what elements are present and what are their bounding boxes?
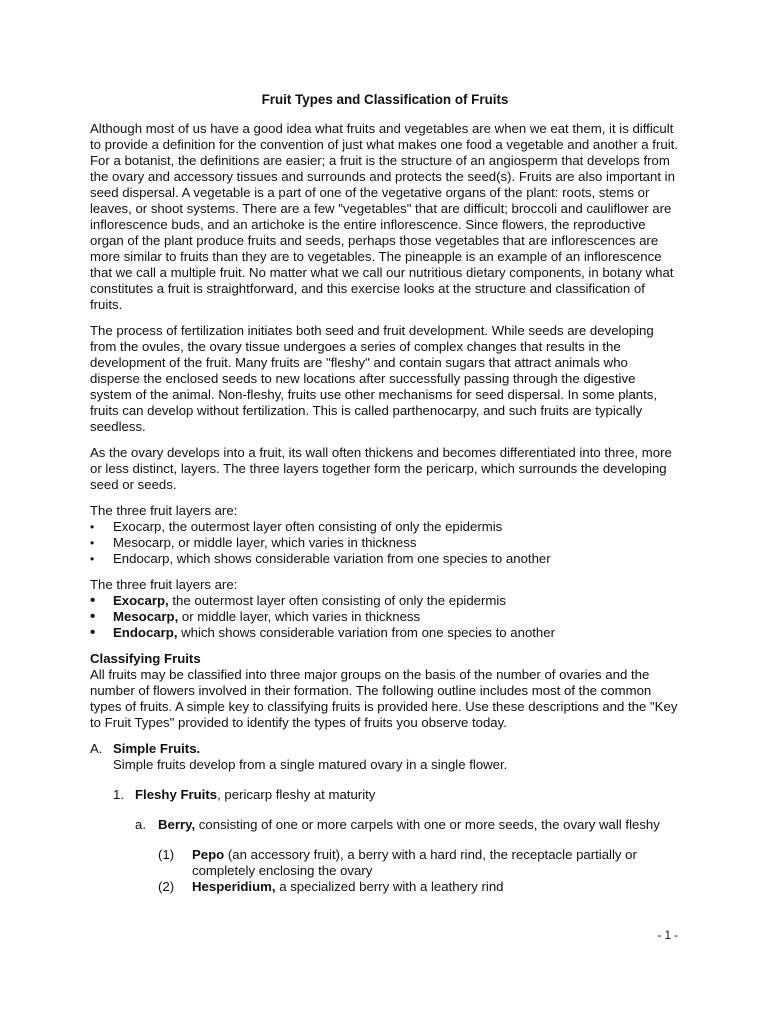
list-item: • Endocarp, which shows considerable variation from one species to another	[90, 624, 555, 641]
outline-item-hesperidium: (2) Hesperidium, a specialized berry with a leathery rind	[158, 879, 504, 894]
outline-item-berry: a. Berry, consisting of one or more carpels with one or more seeds, the ovary wall fleshy	[135, 817, 660, 832]
document-title: Fruit Types and Classification of Fruits	[261, 92, 509, 107]
list-item: • Mesocarp, or middle layer, which varies in thickness	[90, 535, 417, 550]
bullet-icon: •	[90, 608, 96, 625]
layers-list-intro-bold: The three fruit layers are:	[90, 577, 238, 592]
bullet-icon: •	[90, 624, 96, 641]
outline-label: a.	[135, 817, 146, 832]
fertilization-paragraph: The process of fertilization initiates both seed and fruit development. While seeds are developing from the ovules, the ovary tissue undergoes a series of complex changes that results in the development of the fruit. Many fruits are "fleshy" and contain sugars that attract animals who disperse the enclosed seeds to new locations after successfully passing through the digestive system of the animal. Non-fleshy, fruits use other mechanisms for seed dispersal. In some plants, fruits can develop without fertilization. This is called parthenocarpy, and such fruits are typically seedless.	[90, 323, 658, 434]
outline-label: (1)	[158, 847, 175, 862]
layers-list-bold	[90, 593, 680, 641]
section-description: Simple fruits develop from a single matured ovary in a single flower.	[113, 757, 508, 772]
intro-paragraph: Although most of us have a good idea what fruits and vegetables are when we eat them, it is difficult to provide a definition for the convention of just what makes one food a vegetable and another a fruit. For a botanist, the definitions are easier; a fruit is the structure of an angiosperm that develops from the ovary and accessory tissues and surrounds and protects the seed(s). Fruits are also important in seed dispersal. A vegetable is a part of one of the vegetative organs of the plant: roots, stems or leaves, or shoot systems. There are a few "vegetables" that are difficult; broccoli and cauliflower are inflorescence buds, and an artichoke is the entire inflorescence. Since flowers, the reproductive organ of the plant produce fruits and seeds, perhaps those vegetables that are inflorescences are more similar to fruits than they are to vegetables. The pineapple is an example of an inflorescence that we call a multiple fruit. No matter what we call our nutritious dietary components, in botany what constitutes a fruit is straightforward, and this exercise looks at the structure and classification of fruits.	[90, 121, 678, 312]
document-content	[90, 92, 680, 895]
list-item: • Exocarp, the outermost layer often consisting of only the epidermis	[90, 519, 503, 534]
bullet-icon: •	[90, 536, 95, 550]
layers-list-plain	[90, 519, 680, 567]
outline-label: (2)	[158, 879, 175, 894]
list-item: • Endocarp, which shows considerable variation from one species to another	[90, 551, 551, 566]
outline-item-pepo: (1) Pepo (an accessory fruit), a berry with a hard rind, the receptacle partially or completely enclosing the ovary	[158, 847, 637, 878]
classifying-heading: Classifying Fruits	[90, 651, 201, 666]
classifying-paragraph: All fruits may be classified into three major groups on the basis of the number of ovaries and the number of flowers involved in their formation. The following outline includes most of the common types of fruits. A simple key to classifying fruits is provided here. Use these descriptions and the "Key to Fruit Types" provided to identify the types of fruits you observe today.	[90, 667, 678, 730]
bullet-icon: •	[90, 592, 96, 609]
outline-label: 1.	[113, 787, 124, 802]
outline-section-a	[90, 741, 680, 773]
pericarp-paragraph: As the ovary develops into a fruit, its wall often thickens and becomes differentiated into three, more or less distinct, layers. The three layers together form the pericarp, which surrounds the developing seed or seeds.	[90, 445, 672, 492]
section-title: Simple Fruits.	[113, 741, 201, 756]
list-item: • Exocarp, the outermost layer often consisting of only the epidermis	[90, 592, 506, 609]
bullet-icon: •	[90, 520, 95, 534]
bullet-icon: •	[90, 552, 95, 566]
layers-list-intro: The three fruit layers are:	[90, 503, 238, 518]
page-number: - 1 -	[657, 930, 678, 942]
outline-item-fleshy: 1. Fleshy Fruits, pericarp fleshy at maturity	[113, 787, 376, 802]
list-item: • Mesocarp, or middle layer, which varies in thickness	[90, 608, 421, 625]
outline-label: A.	[90, 741, 103, 756]
